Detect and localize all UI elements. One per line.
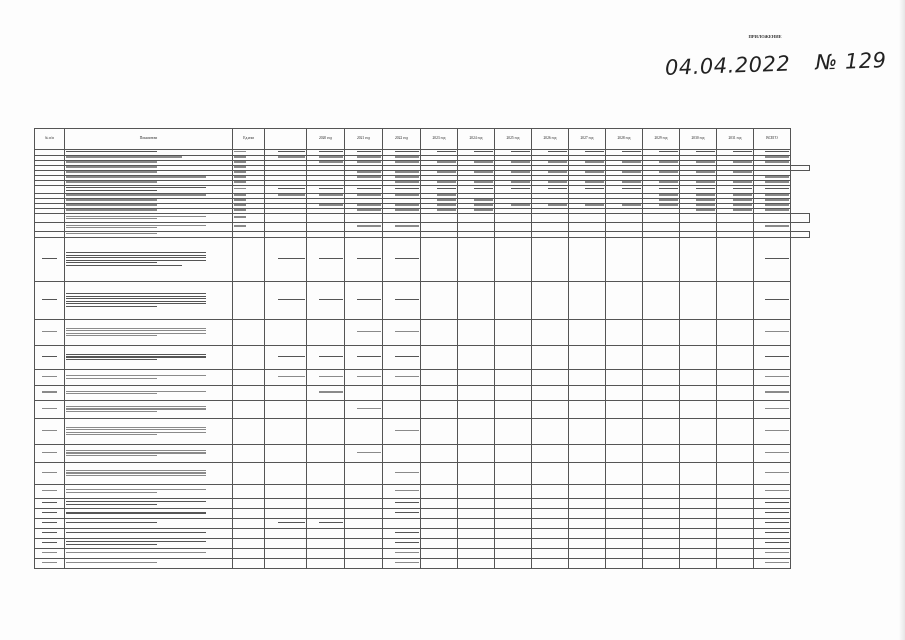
column-header: ВСЕГО bbox=[754, 129, 791, 150]
column-header: 2027 год bbox=[569, 129, 606, 150]
handwritten-date-number bbox=[665, 48, 887, 80]
column-header: 2030 год bbox=[680, 129, 717, 150]
column-header: 2026 год bbox=[532, 129, 569, 150]
table-row bbox=[35, 418, 810, 444]
table-row bbox=[35, 508, 810, 518]
table-row bbox=[35, 222, 810, 231]
table-header-row bbox=[35, 129, 810, 150]
column-header: 2028 год bbox=[606, 129, 643, 150]
table-row bbox=[35, 444, 810, 462]
table-row bbox=[35, 538, 810, 548]
column-header bbox=[265, 129, 307, 150]
handwritten-number: № 129 bbox=[814, 48, 887, 75]
column-header: 2031 год bbox=[717, 129, 754, 150]
table-row bbox=[35, 548, 810, 558]
table-row bbox=[35, 400, 810, 418]
column-header: 2021 год bbox=[345, 129, 383, 150]
table-row bbox=[35, 518, 810, 528]
column-header: 2025 год bbox=[495, 129, 532, 150]
column-header: 2022 год bbox=[383, 129, 421, 150]
column-header: 2020 год bbox=[307, 129, 345, 150]
handwritten-date: 04.04.2022 bbox=[664, 51, 791, 80]
table-row bbox=[35, 237, 810, 281]
table-row bbox=[35, 528, 810, 538]
appendix-heading: ПРИЛОЖЕНИЕ bbox=[748, 34, 782, 39]
table-row bbox=[35, 462, 810, 484]
column-header: 2024 год bbox=[458, 129, 495, 150]
table-row bbox=[35, 319, 810, 345]
table-row bbox=[35, 558, 810, 568]
table-row bbox=[35, 484, 810, 498]
column-header: № п/п bbox=[35, 129, 65, 150]
table-row bbox=[35, 213, 810, 222]
table-row bbox=[35, 345, 810, 369]
appendix-stamp bbox=[690, 34, 840, 39]
table-row bbox=[35, 369, 810, 385]
table-row bbox=[35, 385, 810, 400]
column-header: 2029 год bbox=[643, 129, 680, 150]
table-row bbox=[35, 498, 810, 508]
column-header: 2023 год bbox=[421, 129, 458, 150]
column-header: Ед.изм bbox=[233, 129, 265, 150]
table-row bbox=[35, 185, 810, 193]
investment-program-table bbox=[34, 128, 810, 569]
page-edge-shadow bbox=[899, 0, 905, 640]
column-header: Показатели bbox=[65, 129, 233, 150]
table-row bbox=[35, 281, 810, 319]
